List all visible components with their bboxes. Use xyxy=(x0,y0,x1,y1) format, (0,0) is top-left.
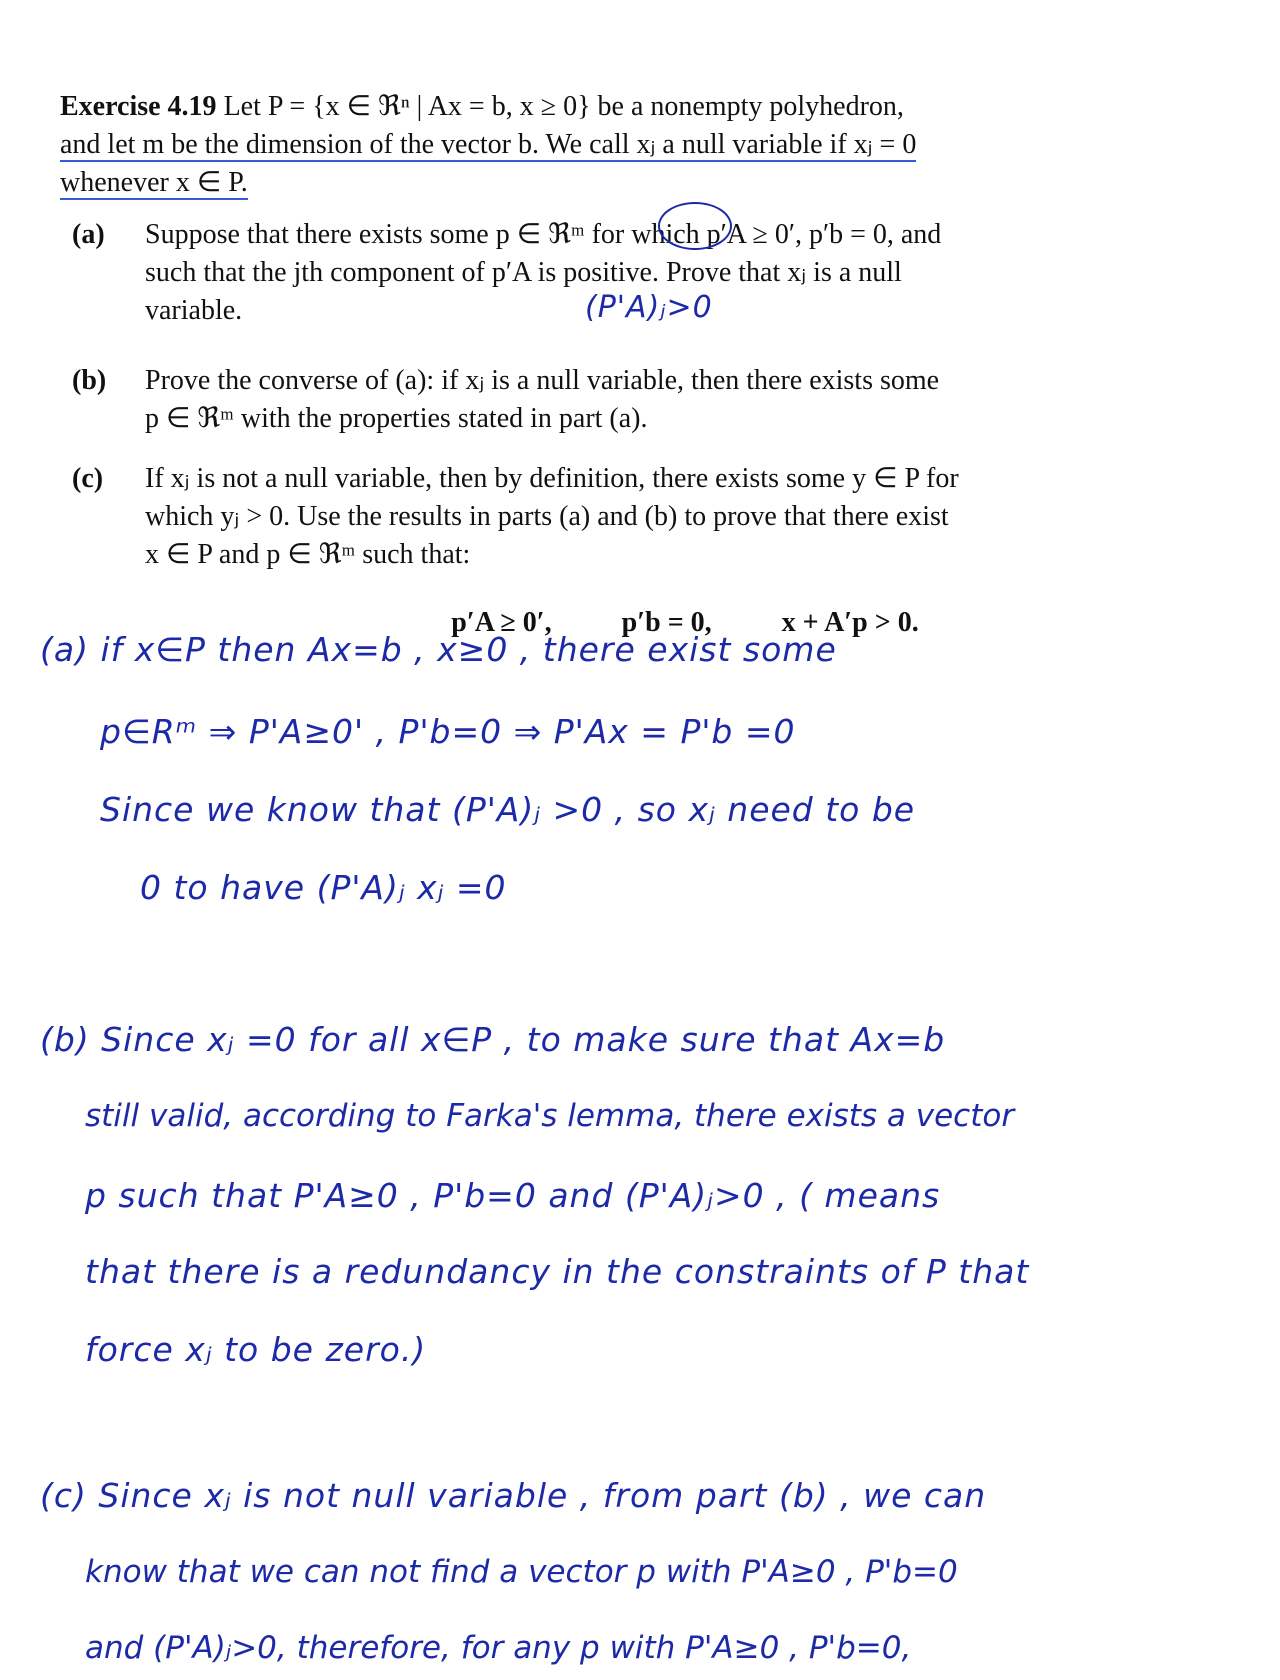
part-line: Suppose that there exists some p ∈ ℜᵐ for which p′A ≥ 0′, p′b = 0, and xyxy=(145,219,942,250)
part-line: variable. xyxy=(145,295,243,326)
handwritten-line: know that we can not find a vector p with P'A≥0 , P'b=0 xyxy=(85,1554,958,1590)
exercise-statement xyxy=(60,88,1190,202)
handwritten-line: that there is a redundancy in the constraints of P that xyxy=(85,1252,1030,1291)
exercise-parts xyxy=(60,216,1190,574)
part-line: x ∈ P and p ∈ ℜᵐ such that: xyxy=(145,539,471,570)
part-label: (c) xyxy=(72,463,104,494)
part-line: p ∈ ℜᵐ with the properties stated in part (a). xyxy=(145,403,648,434)
part-line: Prove the converse of (a): if xⱼ is a null variable, then there exists some xyxy=(145,365,940,396)
part-b xyxy=(60,362,1190,438)
handwritten-line: force xⱼ to be zero.) xyxy=(85,1330,427,1369)
equation: p′b = 0, xyxy=(621,607,712,638)
handwritten-line: p∈Rᵐ ⇒ P'A≥0' , P'b=0 ⇒ P'Ax = P'b =0 xyxy=(100,712,796,751)
handwritten-margin-note: (P'A)ⱼ>0 xyxy=(585,290,713,325)
part-label: (b) xyxy=(72,365,107,396)
part-label: (a) xyxy=(72,219,105,250)
exercise-title: Exercise 4.19 xyxy=(60,91,217,122)
handwritten-line: (b) Since xⱼ =0 for all x∈P , to make sure that Ax=b xyxy=(40,1020,946,1059)
handwritten-line: still valid, according to Farka's lemma, there exists a vector xyxy=(85,1098,1015,1134)
statement-line: Let P = {x ∈ ℜⁿ | Ax = b, x ≥ 0} be a nonempty polyhedron, xyxy=(223,91,904,122)
equation: x + A′p > 0. xyxy=(781,607,919,638)
part-c xyxy=(60,460,1190,574)
equation: p′A ≥ 0′, xyxy=(451,607,552,638)
handwritten-line: 0 to have (P'A)ⱼ xⱼ =0 xyxy=(140,868,507,907)
handwritten-circle-mark xyxy=(658,202,732,250)
handwritten-line: (a) if x∈P then Ax=b , x≥0 , there exist some xyxy=(40,630,837,669)
handwritten-line: p such that P'A≥0 , P'b=0 and (P'A)ⱼ>0 , ( means xyxy=(85,1176,941,1215)
handwritten-line: (c) Since xⱼ is not null variable , from part (b) , we can xyxy=(40,1476,987,1515)
statement-line: and let m be the dimension of the vector b. We call xⱼ a null variable if xⱼ = 0 xyxy=(60,129,917,160)
part-line: such that the jth component of p′A is positive. Prove that xⱼ is a null xyxy=(145,257,902,288)
exercise-text xyxy=(60,88,1190,642)
part-line: If xⱼ is not a null variable, then by definition, there exists some y ∈ P for xyxy=(145,463,959,494)
handwritten-line: Since we know that (P'A)ⱼ >0 , so xⱼ need to be xyxy=(100,790,916,829)
statement-line: whenever x ∈ P. xyxy=(60,167,248,198)
part-line: which yⱼ > 0. Use the results in parts (a) and (b) to prove that there exist xyxy=(145,501,949,532)
handwritten-line: and (P'A)ⱼ>0, therefore, for any p with P'A≥0 , P'b=0, xyxy=(85,1630,912,1666)
